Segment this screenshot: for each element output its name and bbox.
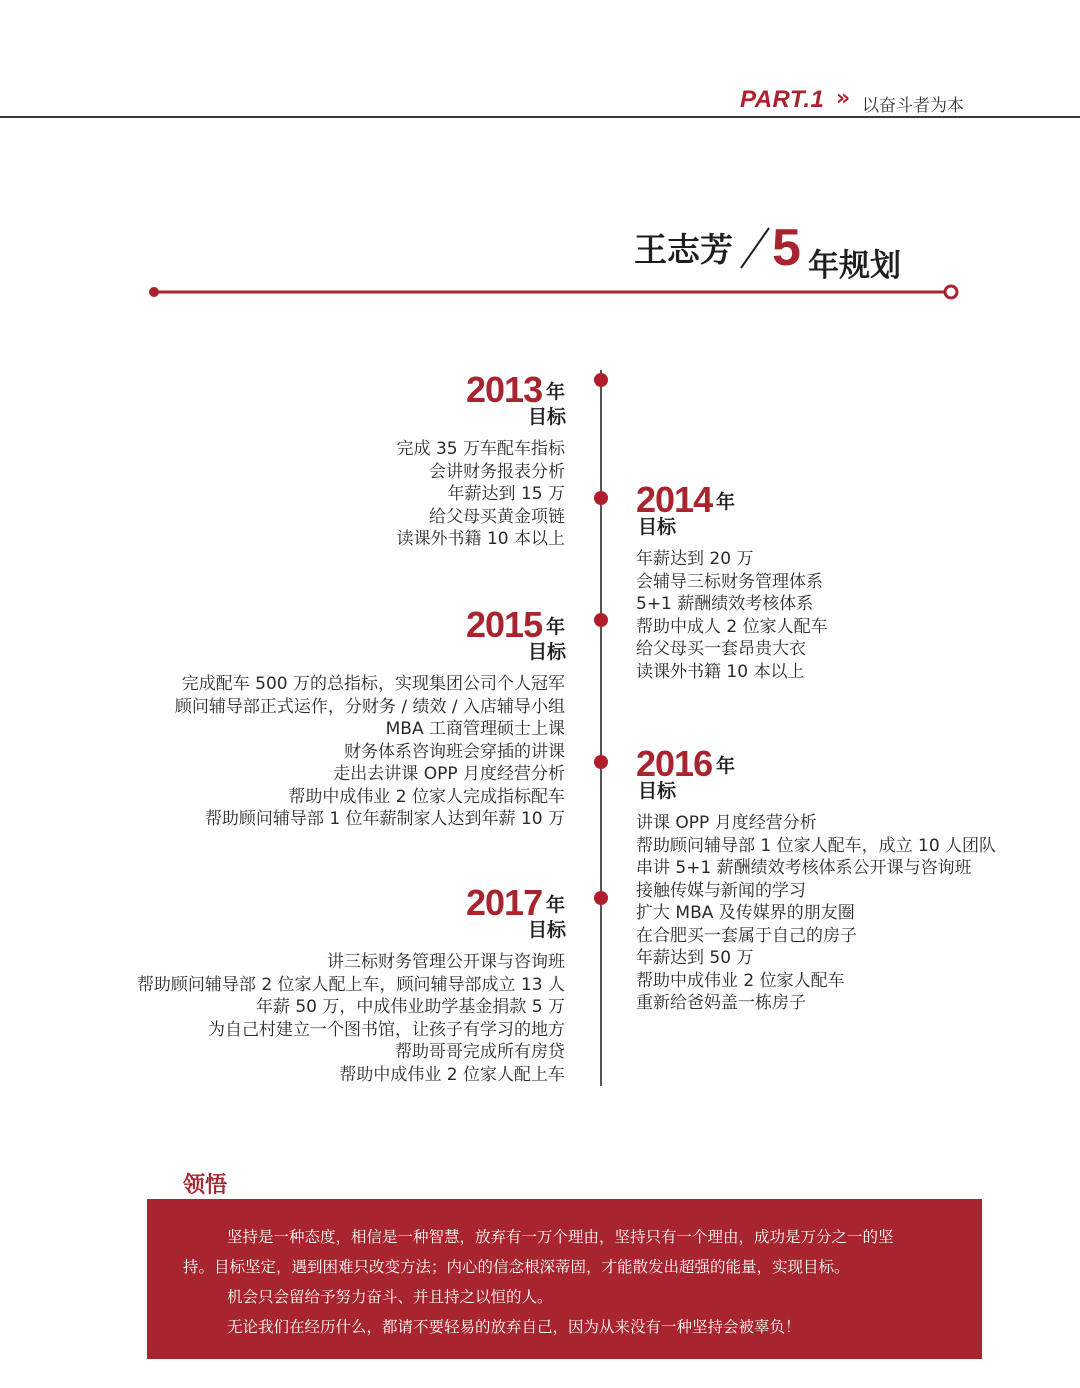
title-rule (148, 282, 964, 302)
goals-list-2015 (175, 673, 565, 831)
year-suffix: 年 (546, 381, 566, 403)
list-item: 帮助中成伟业 2 位家人完成指标配车 (288, 786, 565, 807)
list-item: 帮助中成人 2 位家人配车 (636, 616, 828, 637)
insight-line: 无论我们在经历什么，都请不要轻易的放弃自己，因为从来没有一种坚持会被辜负！ (227, 1318, 801, 1336)
header-rule (0, 116, 1080, 118)
list-item: 年薪达到 20 万 (636, 549, 754, 569)
list-item: 给父母买黄金项链 (429, 506, 565, 527)
title-number: 5 (772, 219, 801, 277)
year-2015: 2015 (466, 604, 543, 645)
list-item: 帮助哥哥完成所有房贷 (395, 1042, 565, 1062)
list-item: 会讲财务报表分析 (429, 461, 565, 482)
list-item: 帮助顾问辅导部 2 位家人配上车，顾问辅导部成立 13 人 (136, 974, 565, 995)
year-2013: 2013 (466, 369, 543, 410)
list-item: 顾问辅导部正式运作，分财务 / 绩效 / 入店辅导小组 (174, 696, 565, 717)
goal-label: 目标 (638, 780, 677, 802)
timeline-dot-2014 (594, 491, 608, 505)
list-item: 帮助中成伟业 2 位家人配车 (636, 970, 845, 991)
list-item: 5+1 薪酬绩效考核体系 (636, 594, 814, 614)
year-suffix: 年 (716, 755, 736, 777)
insight-line: 持。目标坚定，遇到困难只改变方法；内心的信念根深蒂固，才能散发出超强的能量，实现目标。 (183, 1258, 850, 1276)
list-item: 年薪达到 50 万 (636, 948, 754, 968)
list-item: 读课外书籍 10 本以上 (396, 529, 565, 549)
list-item: 读课外书籍 10 本以上 (636, 661, 805, 682)
insight-box (147, 1199, 982, 1359)
list-item: 帮助顾问辅导部 1 位年薪制家人达到年薪 10 万 (204, 809, 565, 829)
list-item: 会辅导三标财务管理体系 (636, 571, 823, 592)
title-slash-divider (737, 226, 773, 270)
goal-label: 目标 (528, 641, 567, 663)
list-item: 重新给爸妈盖一栋房子 (636, 993, 806, 1013)
list-item: 为自己村建立一个图书馆，让孩子有学习的地方 (208, 1019, 565, 1040)
year-2017: 2017 (466, 882, 543, 923)
goals-list-2014 (636, 548, 828, 683)
goal-label: 目标 (528, 919, 567, 941)
timeline-dot-2017 (594, 891, 608, 905)
list-item: 帮助中成伟业 2 位家人配上车 (339, 1064, 565, 1085)
year-suffix: 年 (546, 894, 566, 916)
insight-title: 领悟 (183, 1173, 228, 1198)
list-item: 给父母买一套昂贵大衣 (636, 639, 806, 659)
goals-list-2017 (137, 951, 565, 1086)
list-item: 帮助顾问辅导部 1 位家人配车，成立 10 人团队 (636, 835, 997, 856)
goal-label: 目标 (638, 516, 677, 538)
list-item: 在合肥买一套属于自己的房子 (636, 925, 857, 946)
goal-label: 目标 (528, 406, 567, 428)
list-item: 扩大 MBA 及传媒界的朋友圈 (636, 903, 855, 923)
timeline-dot-2015 (594, 613, 608, 627)
timeline-dot-2013 (594, 373, 608, 387)
title-suffix: 年规划 (808, 248, 901, 284)
list-item: 讲三标财务管理公开课与咨询班 (327, 952, 565, 972)
list-item: 完成 35 万车配车指标 (396, 439, 565, 459)
list-item: 完成配车 500 万的总指标，实现集团公司个人冠军 (181, 674, 565, 694)
year-suffix: 年 (716, 491, 736, 513)
timeline-axis (600, 370, 602, 1086)
timeline-dot-2016 (594, 755, 608, 769)
insight-line: 坚持是一种态度，相信是一种智慧，放弃有一万个理由，坚持只有一个理由，成功是万分之一的坚 (227, 1228, 894, 1246)
list-item: 讲课 OPP 月度经营分析 (636, 813, 817, 833)
year-2014: 2014 (636, 479, 713, 520)
list-item: 串讲 5+1 薪酬绩效考核体系公开课与咨询班 (636, 858, 972, 878)
list-item: MBA 工商管理硕士上课 (385, 719, 565, 739)
year-suffix: 年 (546, 616, 566, 638)
goals-list-2013 (397, 438, 565, 551)
list-item: 年薪 50 万，中成伟业助学基金捐款 5 万 (255, 997, 565, 1017)
list-item: 接触传媒与新闻的学习 (636, 880, 806, 901)
insight-line: 机会只会留给予努力奋斗、并且持之以恒的人。 (227, 1288, 553, 1306)
part-label: PART.1 (740, 86, 825, 113)
list-item: 走出去讲课 OPP 月度经营分析 (333, 764, 565, 784)
list-item: 财务体系咨询班会穿插的讲课 (344, 741, 565, 762)
year-2016: 2016 (636, 743, 713, 784)
chevron-double-right-icon: » (836, 86, 851, 111)
section-title: 以奋斗者为本 (862, 96, 964, 116)
title-name: 王志芳 (634, 230, 733, 269)
list-item: 年薪达到 15 万 (447, 484, 565, 504)
goals-list-2016 (636, 812, 996, 1015)
